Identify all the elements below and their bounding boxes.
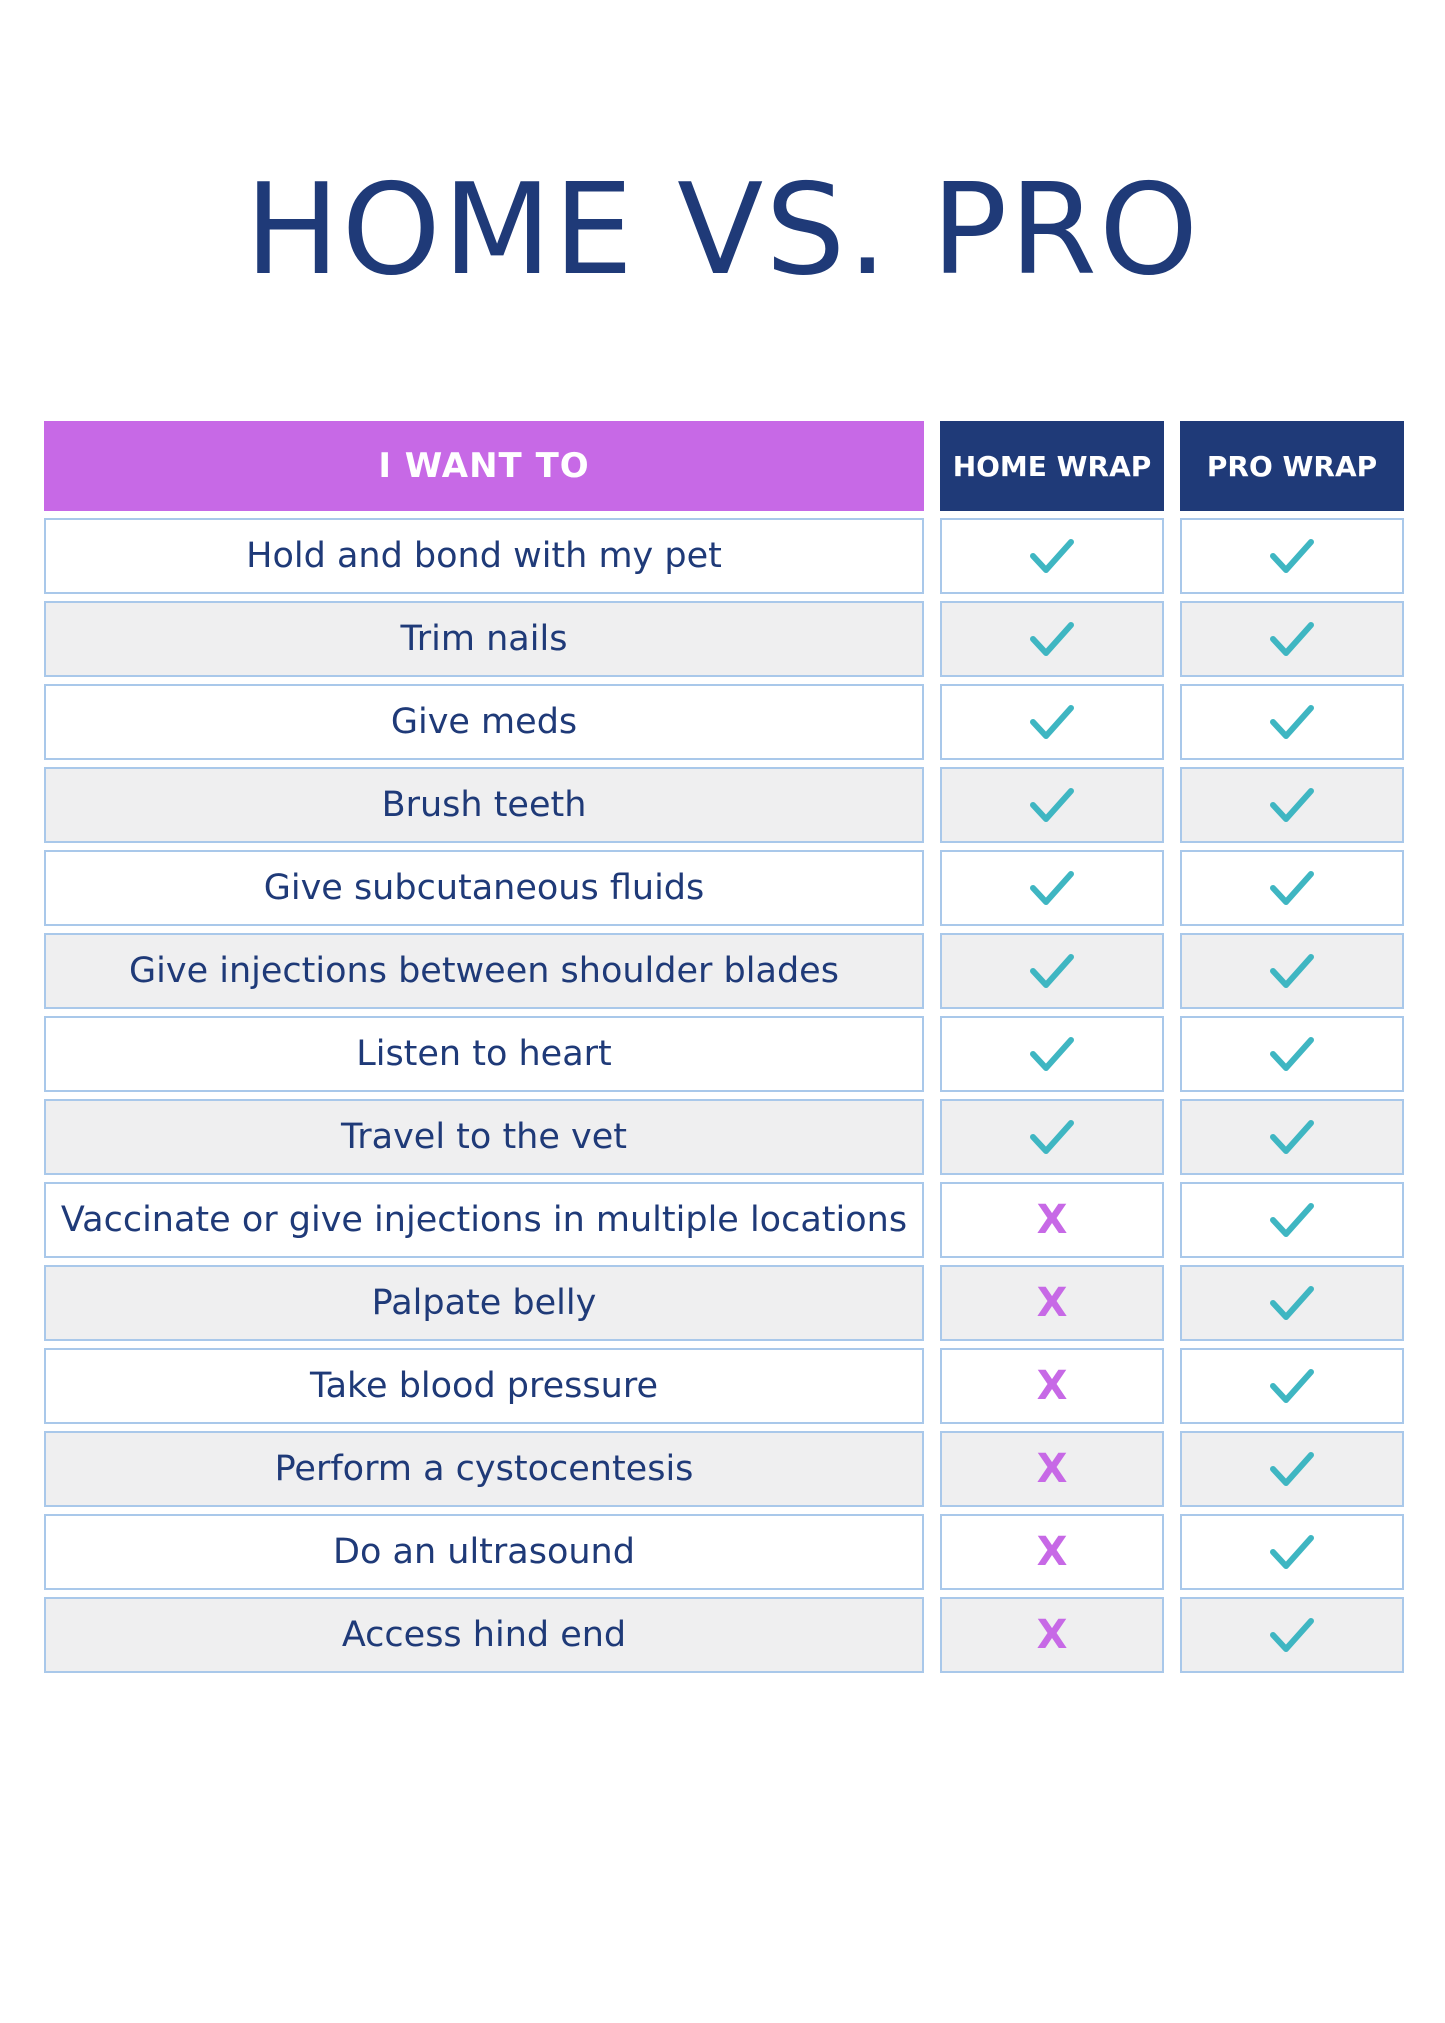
header-home-wrap: HOME WRAP: [940, 421, 1164, 511]
home-wrap-cell: [940, 933, 1164, 1009]
pro-wrap-cell: [1180, 1099, 1404, 1175]
page-title: HOME VS. PRO: [244, 156, 1201, 303]
x-mark: X: [1036, 1363, 1068, 1409]
check-icon: [1269, 785, 1315, 825]
check-icon: [1269, 702, 1315, 742]
check-icon: [1269, 1532, 1315, 1572]
pro-wrap-cell: [1180, 850, 1404, 926]
check-icon: [1029, 868, 1075, 908]
check-icon: [1029, 1034, 1075, 1074]
pro-wrap-cell: [1180, 684, 1404, 760]
task-cell: Access hind end: [44, 1597, 924, 1673]
home-wrap-cell: [940, 850, 1164, 926]
check-icon: [1269, 619, 1315, 659]
home-wrap-cell: [940, 1016, 1164, 1092]
x-mark: X: [1036, 1612, 1068, 1658]
check-icon: [1029, 951, 1075, 991]
check-icon: [1269, 1615, 1315, 1655]
task-cell: Take blood pressure: [44, 1348, 924, 1424]
pro-wrap-cell: [1180, 1431, 1404, 1507]
pro-wrap-cell: [1180, 1182, 1404, 1258]
x-mark: X: [1036, 1529, 1068, 1575]
home-wrap-cell: [940, 1514, 1164, 1590]
header-pro-wrap: PRO WRAP: [1180, 421, 1404, 511]
home-wrap-cell: [940, 601, 1164, 677]
task-cell: Do an ultrasound: [44, 1514, 924, 1590]
home-wrap-cell: [940, 1348, 1164, 1424]
header-i-want-to: I WANT TO: [44, 421, 924, 511]
check-icon: [1269, 951, 1315, 991]
home-wrap-cell: [940, 767, 1164, 843]
home-wrap-cell: [940, 518, 1164, 594]
home-wrap-cell: [940, 1597, 1164, 1673]
task-cell: Give subcutaneous fluids: [44, 850, 924, 926]
pro-wrap-cell: [1180, 1016, 1404, 1092]
check-icon: [1269, 1034, 1315, 1074]
task-cell: Listen to heart: [44, 1016, 924, 1092]
task-cell: Give meds: [44, 684, 924, 760]
task-cell: Vaccinate or give injections in multiple locations: [44, 1182, 924, 1258]
x-mark: X: [1036, 1280, 1068, 1326]
check-icon: [1029, 702, 1075, 742]
x-mark: X: [1036, 1197, 1068, 1243]
check-icon: [1029, 1117, 1075, 1157]
task-cell: Trim nails: [44, 601, 924, 677]
pro-wrap-cell: [1180, 767, 1404, 843]
pro-wrap-cell: [1180, 1597, 1404, 1673]
task-cell: Brush teeth: [44, 767, 924, 843]
task-cell: Palpate belly: [44, 1265, 924, 1341]
check-icon: [1029, 785, 1075, 825]
check-icon: [1269, 1117, 1315, 1157]
check-icon: [1269, 536, 1315, 576]
check-icon: [1269, 868, 1315, 908]
check-icon: [1269, 1200, 1315, 1240]
task-cell: Give injections between shoulder blades: [44, 933, 924, 1009]
check-icon: [1029, 536, 1075, 576]
task-cell: Perform a cystocentesis: [44, 1431, 924, 1507]
home-wrap-cell: [940, 1431, 1164, 1507]
pro-wrap-cell: [1180, 933, 1404, 1009]
home-wrap-cell: [940, 1182, 1164, 1258]
check-icon: [1029, 619, 1075, 659]
home-wrap-cell: [940, 1265, 1164, 1341]
check-icon: [1269, 1283, 1315, 1323]
pro-wrap-cell: [1180, 601, 1404, 677]
check-icon: [1269, 1449, 1315, 1489]
pro-wrap-cell: [1180, 1265, 1404, 1341]
pro-wrap-cell: [1180, 518, 1404, 594]
home-wrap-cell: [940, 1099, 1164, 1175]
x-mark: X: [1036, 1446, 1068, 1492]
check-icon: [1269, 1366, 1315, 1406]
task-cell: Travel to the vet: [44, 1099, 924, 1175]
pro-wrap-cell: [1180, 1348, 1404, 1424]
home-wrap-cell: [940, 684, 1164, 760]
task-cell: Hold and bond with my pet: [44, 518, 924, 594]
pro-wrap-cell: [1180, 1514, 1404, 1590]
